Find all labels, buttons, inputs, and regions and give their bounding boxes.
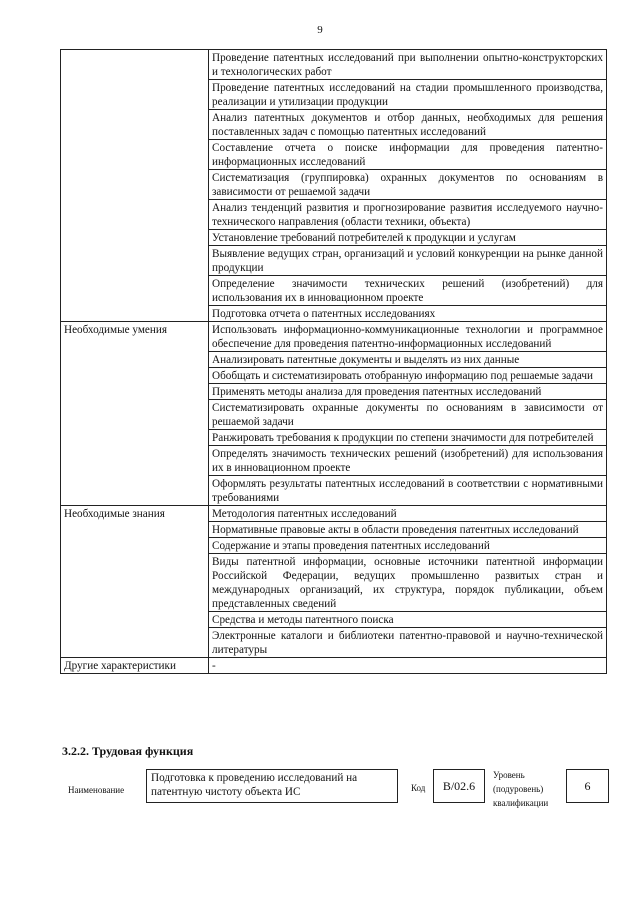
- requirement-item: Электронные каталоги и библиотеки патентно-правовой и научно-технической литературы: [209, 628, 607, 658]
- page-number: 9: [317, 24, 323, 36]
- requirement-item: Систематизировать охранные документы по основаниям в зависимости от решаемой задачи: [209, 400, 607, 430]
- requirement-item: Нормативные правовые акты в области проведения патентных исследований: [209, 522, 607, 538]
- requirement-item: Виды патентной информации, основные источники патентной информации Российской Федерации, ведущих промышленно развитых стран и международных организаций, их структура, порядок публикации, объем представленных сведений: [209, 554, 607, 612]
- section-label: Необходимые умения: [61, 322, 209, 506]
- table-row: [61, 506, 607, 522]
- section-label: Другие характеристики: [61, 658, 209, 674]
- requirement-item: Установление требований потребителей к продукции и услугам: [209, 230, 607, 246]
- qualification-level-box: 6: [566, 769, 609, 803]
- requirement-item: Анализ патентных документов и отбор данных, необходимых для решения поставленных задач с помощью патентных исследований: [209, 110, 607, 140]
- table-row: [61, 658, 607, 674]
- requirement-item: Методология патентных исследований: [209, 506, 607, 522]
- requirement-item: Применять методы анализа для проведения патентных исследований: [209, 384, 607, 400]
- table-row: [61, 322, 607, 352]
- requirement-item: Анализ тенденций развития и прогнозирование развития исследуемого научно-технического направления (области техники, объекта): [209, 200, 607, 230]
- requirement-item: Систематизация (группировка) охранных документов по основаниям в зависимости от решаемой задачи: [209, 170, 607, 200]
- requirement-item: Составление отчета о поиске информации для проведения патентно-информационных исследований: [209, 140, 607, 170]
- requirement-item: Содержание и этапы проведения патентных исследований: [209, 538, 607, 554]
- requirement-item: Подготовка отчета о патентных исследованиях: [209, 306, 607, 322]
- function-code-box: B/02.6: [433, 769, 485, 803]
- requirement-item: Оформлять результаты патентных исследований в соответствии с нормативными требованиями: [209, 476, 607, 506]
- name-label: Наименование: [68, 785, 125, 795]
- requirement-item: Ранжировать требования к продукции по степени значимости для потребителей: [209, 430, 607, 446]
- requirement-item: Проведение патентных исследований при выполнении опытно-конструкторских и технологических работ: [209, 50, 607, 80]
- requirement-item: Анализировать патентные документы и выделять из них данные: [209, 352, 607, 368]
- requirements-table: [60, 49, 607, 674]
- code-label: Код: [411, 783, 426, 793]
- requirement-item: Выявление ведущих стран, организаций и условий конкуренции на рынке данной продукции: [209, 246, 607, 276]
- requirement-item: Обобщать и систематизировать отобранную информацию под решаемые задачи: [209, 368, 607, 384]
- requirement-item: -: [209, 658, 607, 674]
- qualification-level-label: Уровень (подуровень) квалификации: [493, 770, 549, 808]
- requirement-item: Проведение патентных исследований на стадии промышленного производства, реализации и утилизации продукции: [209, 80, 607, 110]
- function-name-box: Подготовка к проведению исследований на патентную чистоту объекта ИС: [146, 769, 398, 803]
- requirement-item: Использовать информационно-коммуникационные технологии и программное обеспечение для проведения патентно-информационных исследований: [209, 322, 607, 352]
- requirement-item: Средства и методы патентного поиска: [209, 612, 607, 628]
- section-label: Необходимые знания: [61, 506, 209, 658]
- table-row: [61, 50, 607, 80]
- requirement-item: Определять значимость технических решений (изобретений) для использования их в инновационном проекте: [209, 446, 607, 476]
- section-heading: 3.2.2. Трудовая функция: [62, 744, 194, 758]
- requirement-item: Определение значимости технических решений (изобретений) для использования их в инновационном проекте: [209, 276, 607, 306]
- section-label: [61, 50, 209, 322]
